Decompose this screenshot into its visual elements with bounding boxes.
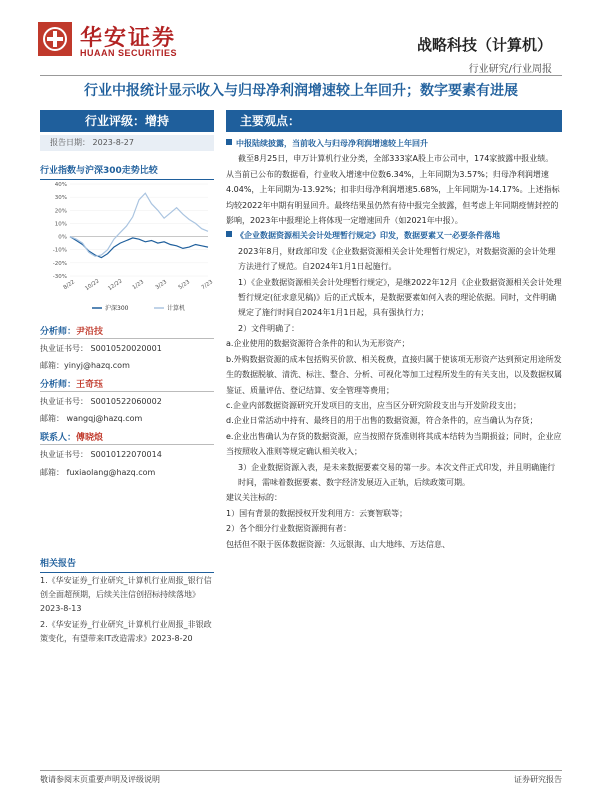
header-title: 战略科技（计算机） xyxy=(416,36,552,54)
bullet-heading: 《企业数据资源相关会计处理暂行规定》印发，数据要素又一必要条件落地 xyxy=(226,228,562,243)
y-tick-label: 30% xyxy=(54,195,67,202)
analyst2-label: 分析师： xyxy=(40,380,77,390)
analyst1-heading xyxy=(40,324,103,337)
related-report-item[interactable]: 1.《华安证券_行业研究_计算机行业周报_银行信创全面超预期，后续关注信创招标持续落地》2023-8-13 xyxy=(40,576,212,613)
report-date-text: 报告日期： 2023-8-27 xyxy=(50,138,134,147)
divider xyxy=(40,391,214,392)
paragraph: 3）企业数据资源入表，是未来数据要素交易的第一步。本次文件正式印发，并且明确施行时间，需味着数据要素、数字经济发展迈入正轨，后续政策可期。 xyxy=(238,462,556,487)
analyst2-cert: 执业证书号： S0010522060002 xyxy=(40,397,162,406)
contact-name: 傅晓烺 xyxy=(76,433,104,443)
paragraph: 2）各个细分行业数据资源拥有者： xyxy=(226,524,352,534)
footer-label: 证券研究报告 xyxy=(514,775,562,784)
report-date xyxy=(40,135,214,151)
contact-heading xyxy=(40,430,103,443)
x-tick-label: 7/23 xyxy=(200,279,214,292)
main-views-title: 主要观点： xyxy=(240,114,301,128)
contact-label: 联系人： xyxy=(40,433,77,443)
index-comparison-chart xyxy=(40,180,214,320)
footer-divider xyxy=(40,770,562,771)
paragraph: 截至8月25日，申万计算机行业分类，全部333家A股上市公司中，174家披露中报业绩。 xyxy=(238,154,554,164)
series-line-1 xyxy=(70,237,208,258)
x-tick-label: 5/23 xyxy=(177,279,192,292)
logo-cn-text: 华安证券 xyxy=(80,25,177,51)
legend-label: 计算机 xyxy=(167,305,186,312)
square-bullet-icon xyxy=(226,231,232,237)
logo-en-text: HUAAN SECURITIES xyxy=(80,48,178,58)
paragraph: 1）《企业数据资源相关会计处理暂行规定》，是继2022年12月《企业数据资源相关会计处理暂行规定(征求意见稿)》后的正式版本，是数据要素如何入表的理论依据。同时，文件明确规定了施行时间自2024年1月1日起，具有强执行力； xyxy=(238,277,562,318)
bullet-heading: 中报陆续披露，当前收入与归母净利润增速较上年回升 xyxy=(226,136,562,151)
analyst1-name: 尹沿技 xyxy=(76,327,104,337)
paragraph: e.企业出售确认为存货的数据资源，应当按照存货准则将其成本结转为当期损益；同时，企业应当按照收入准则等规定确认相关收入； xyxy=(226,431,562,457)
related-reports-title: 相关报告 xyxy=(40,556,214,573)
paragraph: a.企业使用的数据资源符合条件的和认为无形资产； xyxy=(226,339,410,349)
report-title: 行业中报统计显示收入与归母净利润增速较上年回升；数字要素有进展 xyxy=(84,83,518,99)
x-tick-label: 3/23 xyxy=(154,279,169,292)
x-tick-label: 1/23 xyxy=(131,279,146,292)
x-tick-label: 8/22 xyxy=(62,279,77,292)
paragraph: d.企业日常活动中持有、最终目的用于出售的数据资源，符合条件的，应当确认为存货； xyxy=(226,416,538,426)
paragraph: 建议关注标的： xyxy=(226,493,282,503)
chart-title: 行业指数与沪深300走势比较 xyxy=(40,163,214,180)
y-tick-label: 0% xyxy=(58,234,67,241)
analyst1-label: 分析师： xyxy=(40,327,77,337)
rating-label: 行业评级： xyxy=(84,114,145,128)
divider xyxy=(40,444,214,445)
header-divider xyxy=(40,75,562,76)
y-tick-label: 10% xyxy=(54,221,67,228)
footer-disclaimer: 敬请参阅末页重要声明及评级说明 xyxy=(40,775,160,784)
analyst2-email: 邮箱： wangqj@hazq.com xyxy=(40,414,143,423)
paragraph: 从当前已公布的数据看，行业收入增速中位数6.34%，上年同期为3.57%；归母净利润增速4.04%，上年同期为-13.92%；扣非归母净利润增速5.68%，上年同期为-14.17%。上述指标均较2022年中期有明显回升。最终结果虽仍然有待中报完全披露，但考虑上年同期疫情封控的影响，2023年中报理论上将体现一定增速回升（如2021年中报）。 xyxy=(226,169,560,226)
paragraph: 1）国有背景的数据授权开发利用方：云赛智联等； xyxy=(226,508,408,518)
series-line-2 xyxy=(70,193,208,256)
analyst1-cert: 执业证书号： S0010520020001 xyxy=(40,344,162,353)
x-tick-label: 10/22 xyxy=(84,278,101,293)
divider xyxy=(40,338,214,339)
y-tick-label: -20% xyxy=(52,260,67,267)
company-logo-icon xyxy=(38,22,72,56)
paragraph: 包括但不限于医体数据资源：久远银海、山大地纬、万达信息、 xyxy=(226,539,450,549)
square-bullet-icon xyxy=(226,139,232,145)
analyst1-email: 邮箱：yinyj@hazq.com xyxy=(40,361,130,370)
main-views-body xyxy=(226,136,562,552)
legend-label: 沪深300 xyxy=(105,305,129,312)
paragraph: 2023年8月，财政部印发《企业数据资源相关会计处理暂行规定》，对数据资源的会计处理方法进行了规范。自2024年1月1日起施行。 xyxy=(238,246,556,272)
header-subtitle: 行业研究/行业周报 xyxy=(468,64,552,75)
analyst2-heading xyxy=(40,377,103,390)
analyst2-name: 王奇珏 xyxy=(76,380,104,390)
x-tick-label: 12/22 xyxy=(107,278,124,293)
y-tick-label: -10% xyxy=(52,247,67,254)
paragraph: c.企业内部数据资源研究开发项目的支出，应当区分研究阶段支出与开发阶段支出； xyxy=(226,400,521,410)
rating-bar xyxy=(40,110,214,132)
rating-value: 增持 xyxy=(145,114,170,128)
paragraph: 2）文件明确了： xyxy=(238,323,300,333)
paragraph: b.外购数据资源的成本包括购买价款、相关税费，直接归属于使该项无形资产达到预定用途所发生的数据脱敏、清洗、标注、整合、分析、可视化等加工过程所发生的有关支出，以及数据权属鉴证、质量评估、登记结算、安全管理等费用； xyxy=(226,354,562,395)
related-report-item[interactable]: 2.《华安证券_行业研究_计算机行业周报_非银政策变化，有望带来IT改造需求》2023-8-20 xyxy=(40,620,212,643)
main-views-bar xyxy=(226,110,562,132)
y-tick-label: 40% xyxy=(54,182,67,188)
y-tick-label: -30% xyxy=(52,274,67,280)
contact-email: 邮箱： fuxiaolang@hazq.com xyxy=(40,468,156,477)
y-tick-label: 20% xyxy=(54,208,67,215)
contact-cert: 执业证书号： S0010122070014 xyxy=(40,450,162,459)
